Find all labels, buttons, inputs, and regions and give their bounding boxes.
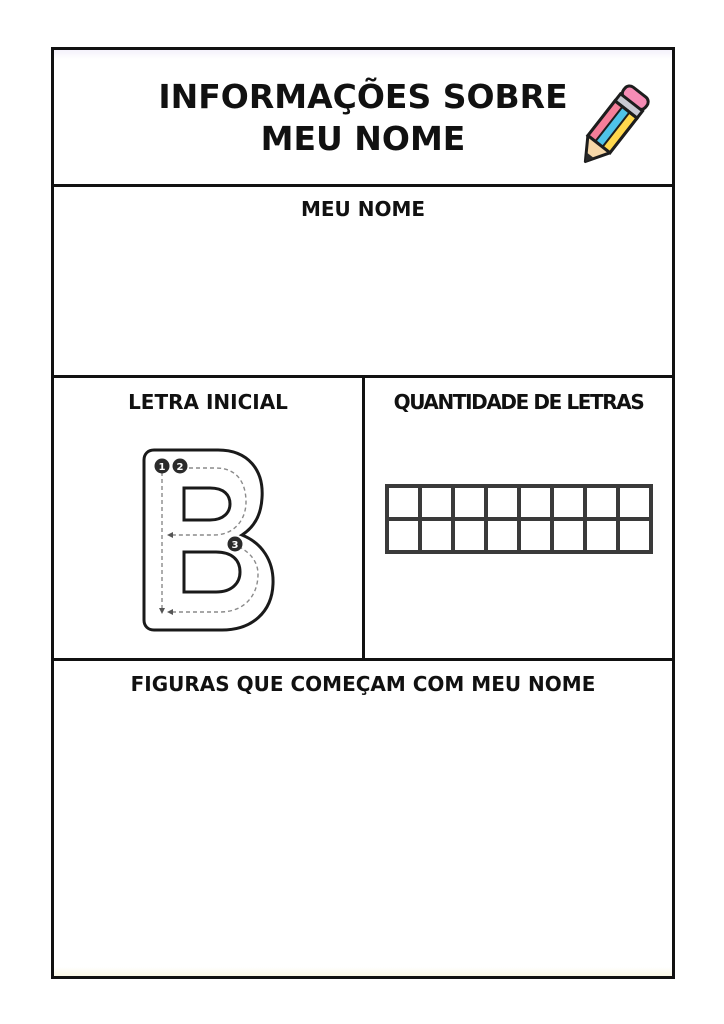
letter-b-outline [144, 450, 273, 630]
section-label-letter-count: QUANTIDADE DE LETRAS [393, 390, 644, 414]
letter-box[interactable] [453, 486, 486, 519]
letter-box[interactable] [486, 486, 519, 519]
title-line-1: INFORMAÇÕES SOBRE [158, 77, 568, 116]
step-1-text: 1 [158, 462, 166, 473]
letter-box[interactable] [585, 519, 618, 552]
letter-box[interactable] [420, 486, 453, 519]
header-divider [54, 184, 672, 187]
worksheet-frame [51, 47, 675, 979]
section-label-pictures: FIGURAS QUE COMEÇAM COM MEU NOME [130, 672, 596, 696]
letter-box[interactable] [552, 519, 585, 552]
letter-box[interactable] [453, 519, 486, 552]
letter-box[interactable] [420, 519, 453, 552]
section-label-my-name: MEU NOME [300, 197, 426, 221]
step-2-text: 2 [176, 462, 184, 473]
bottom-tint-strip [54, 967, 672, 976]
pencil-icon [566, 84, 654, 176]
title-line-2: MEU NOME [260, 119, 466, 158]
letter-box[interactable] [486, 519, 519, 552]
letter-box[interactable] [618, 486, 651, 519]
step-3-text: 3 [231, 540, 239, 551]
middle-row-divider [54, 658, 672, 661]
letter-b-tracing [140, 446, 280, 632]
letter-count-grid [385, 484, 653, 554]
letter-box[interactable] [552, 486, 585, 519]
letter-box[interactable] [519, 519, 552, 552]
top-tint-strip [54, 50, 672, 59]
letter-box[interactable] [618, 519, 651, 552]
letter-box[interactable] [387, 519, 420, 552]
section-label-initial-letter: LETRA INICIAL [128, 390, 288, 414]
letter-box[interactable] [585, 486, 618, 519]
middle-column-divider [362, 375, 365, 658]
letter-box[interactable] [387, 486, 420, 519]
letter-box[interactable] [519, 486, 552, 519]
